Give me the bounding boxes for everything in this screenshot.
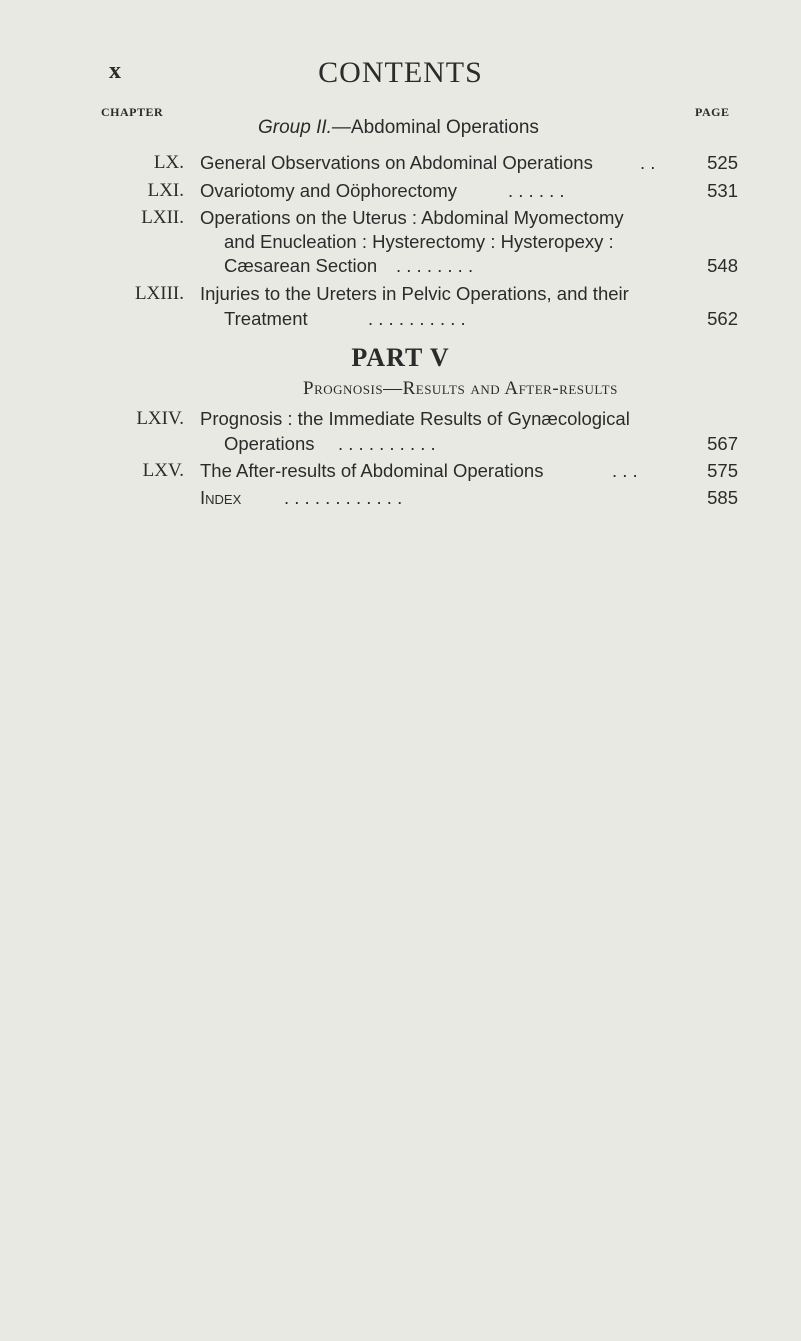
entry-title-continued: Treatment xyxy=(224,308,308,329)
entry-title: Injuries to the Ureters in Pelvic Operations, and their xyxy=(200,283,629,304)
page-ref: 567 xyxy=(707,433,738,454)
page-column-label: PAGE xyxy=(695,105,730,119)
group-label: Group II. xyxy=(258,117,332,138)
entry-title-continued: and Enucleation : Hysterectomy : Hysteropexy : xyxy=(224,231,614,252)
chapter-number: LXI. xyxy=(147,180,184,201)
leader-dots: . . xyxy=(640,152,656,173)
chapter-number: LX. xyxy=(153,152,184,173)
entry-title: Operations on the Uterus : Abdominal Myomectomy xyxy=(200,207,624,228)
leader-dots: . . . xyxy=(612,460,638,481)
entry-title-continued: Operations xyxy=(224,433,315,454)
entry-title: General Observations on Abdominal Operations xyxy=(200,152,593,173)
page-ref: 548 xyxy=(707,255,738,276)
page-ref: 562 xyxy=(707,308,738,329)
entry-title: Prognosis : the Immediate Results of Gynæcological xyxy=(200,408,630,429)
chapter-number: LXII. xyxy=(141,207,184,228)
group-heading xyxy=(258,117,539,139)
page-ref: 525 xyxy=(707,152,738,173)
entry-title: Index xyxy=(200,487,242,508)
leader-dots: . . . . . . xyxy=(508,180,565,201)
part-title: PART V xyxy=(351,343,450,372)
page-number: x xyxy=(109,58,121,84)
chapter-column-label: CHAPTER xyxy=(101,105,164,119)
chapter-number: LXIV. xyxy=(136,408,184,429)
entry-title-continued: Cæsarean Section xyxy=(224,255,378,276)
chapter-number: LXIII. xyxy=(134,283,184,304)
page-title: CONTENTS xyxy=(318,56,483,89)
page-ref: 585 xyxy=(707,487,738,508)
leader-dots: . . . . . . . . . . . . xyxy=(284,487,403,508)
part-subtitle: Prognosis—Results and After-results xyxy=(303,378,618,399)
page-ref: 575 xyxy=(707,460,738,481)
entry-title: Ovariotomy and Oöphorectomy xyxy=(200,180,458,201)
page-ref: 531 xyxy=(707,180,738,201)
leader-dots: . . . . . . . . . . xyxy=(338,433,436,454)
chapter-number: LXV. xyxy=(142,460,184,481)
leader-dots: . . . . . . . . xyxy=(396,255,474,276)
group-title: —Abdominal Operations xyxy=(331,117,539,138)
entry-title: The After-results of Abdominal Operations xyxy=(200,460,544,481)
leader-dots: . . . . . . . . . . xyxy=(368,308,466,329)
